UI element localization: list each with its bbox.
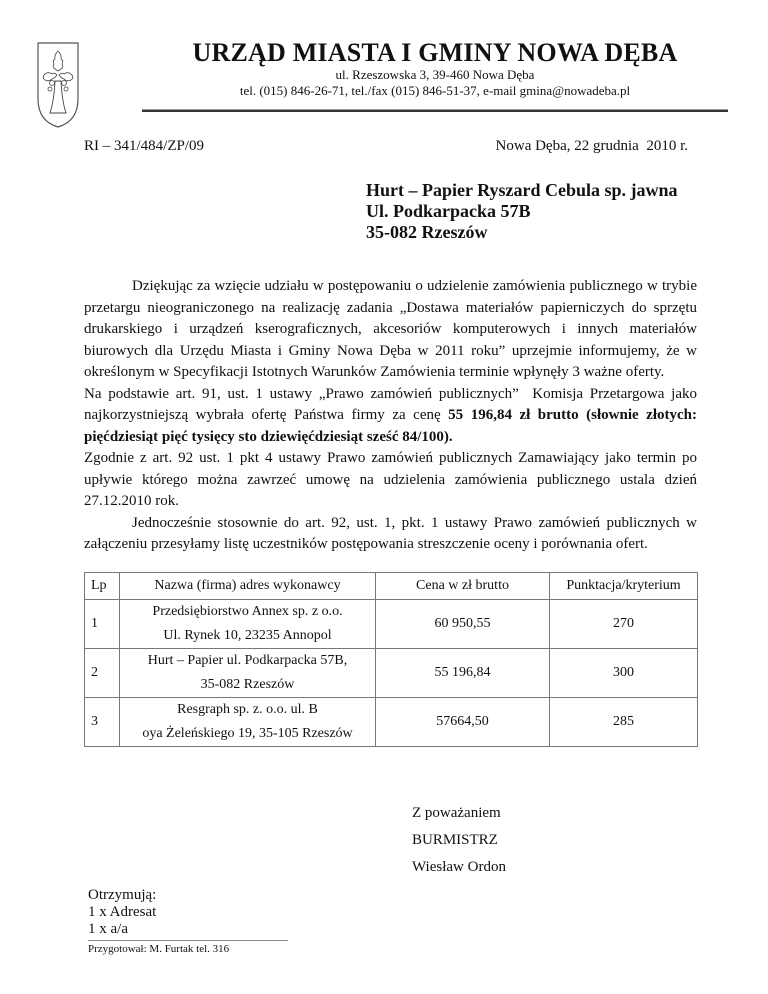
winning-price: 55 196,84 zł brutto (słownie złotych: pięćdziesiąt pięć tysięcy sto dziewięćdziesiąt sześć 84/100).: [84, 407, 697, 445]
organization-title: URZĄD MIASTA I GMINY NOWA DĘBA: [192, 38, 678, 67]
row-lp: 3: [85, 698, 120, 747]
distribution-item: 1 x Adresat: [88, 904, 157, 920]
contractor-name: Przedsiębiorstwo Annex sp. z o.o.: [152, 604, 343, 619]
row-score: 285: [550, 698, 698, 747]
coat-of-arms-icon: [36, 41, 80, 129]
contractor-address: oya Żeleńskiego 19, 35-105 Rzeszów: [142, 726, 353, 741]
row-score: 270: [550, 600, 698, 649]
paragraph-attachment: Jednocześnie stosownie do art. 92, ust. 1, pkt. 1 ustawy Prawo zamówień publicznych w załączeniu przesyłamy listę uczestników postępowania streszczenie oceny i porównania ofert.: [84, 514, 697, 552]
distribution-list: [88, 887, 156, 938]
row-price: 57664,50: [376, 698, 550, 747]
contractor-address: Ul. Rynek 10, 23235 Annopol: [163, 628, 332, 643]
row-score: 300: [550, 649, 698, 698]
paragraph-contract-date: Zgodnie z art. 92 ust. 1 pkt 4 ustawy Prawo zamówień publicznych Zamawiający jako termin po upływie którego można zawrzeć umowę na udzielenia zamówienia publicznego ustala dzień 27.12.2010 rok.: [84, 450, 697, 509]
paragraph-intro: Dziękując za wzięcie udziału w postępowaniu o udzielenie zamówienia publicznego w trybie przetargu nieograniczonego na realizację zadania „Dostawa materiałów papierniczych do sprzętu drukarskiego i urządzeń kserograficznych, akcesoriów komputerowych i innych materiałów biurowych dla Urzędu Miasta i Gminy Nowa Dęba w 2011 roku” uprzejmie informujemy, że w określonym w Specyfikacji Istotnych Warunków Zamówienia terminie wpłynęły 3 ważne oferty.: [84, 278, 697, 380]
signatory-name: Wiesław Ordon: [412, 859, 506, 875]
salutation: Z poważaniem: [412, 805, 501, 821]
header-score: Punktacja/kryterium: [550, 573, 698, 600]
place-and-date: Nowa Dęba, 22 grudnia 2010 r.: [495, 138, 688, 154]
contractor-name: Resgraph sp. z. o.o. ul. B: [177, 702, 318, 717]
row-price: 55 196,84: [376, 649, 550, 698]
contractor-name: Hurt – Papier ul. Podkarpacka 57B,: [147, 653, 348, 668]
footer-divider: [88, 940, 288, 941]
row-lp: 1: [85, 600, 120, 649]
distribution-label: Otrzymują:: [88, 887, 157, 903]
table-row: [85, 649, 698, 698]
organization-contact: tel. (015) 846-26-71, tel./fax (015) 846-51-37, e-mail gmina@nowadeba.pl: [239, 83, 631, 98]
reference-number: RI – 341/484/ZP/09: [84, 138, 205, 154]
contractor-address: 35-082 Rzeszów: [200, 677, 295, 692]
row-price: 60 950,55: [376, 600, 550, 649]
offers-table: [84, 572, 698, 747]
recipient-city: 35-082 Rzeszów: [366, 222, 488, 242]
row-lp: 2: [85, 649, 120, 698]
recipient-name: Hurt – Papier Ryszard Cebula sp. jawna: [366, 180, 678, 200]
letter-body: [84, 276, 701, 556]
closing-block: [412, 800, 506, 881]
organization-address: ul. Rzeszowska 3, 39-460 Nowa Dęba: [335, 67, 535, 82]
distribution-item: 1 x a/a: [88, 921, 128, 937]
recipient-block: [366, 180, 678, 243]
header-contractor: Nazwa (firma) adres wykonawcy: [120, 573, 376, 600]
row-contractor: [120, 600, 376, 649]
recipient-street: Ul. Podkarpacka 57B: [366, 201, 531, 221]
table-row: [85, 600, 698, 649]
selection-text: Na podstawie art. 91, ust. 1 ustawy „Prawo zamówień publicznych” Komisja Przetargowa jako najkorzystniejszą wybrała ofertę Państwa firmy za cenę: [84, 385, 701, 423]
table-header-row: [85, 573, 698, 600]
row-contractor: [120, 698, 376, 747]
header-divider: [142, 109, 728, 112]
header-price: Cena w zł brutto: [376, 573, 550, 600]
table-row: [85, 698, 698, 747]
header-lp: Lp: [85, 573, 120, 600]
row-contractor: [120, 649, 376, 698]
prepared-by: Przygotował: M. Furtak tel. 316: [88, 943, 230, 955]
paragraph-selection: [84, 384, 701, 449]
signatory-position: BURMISTRZ: [412, 832, 498, 848]
